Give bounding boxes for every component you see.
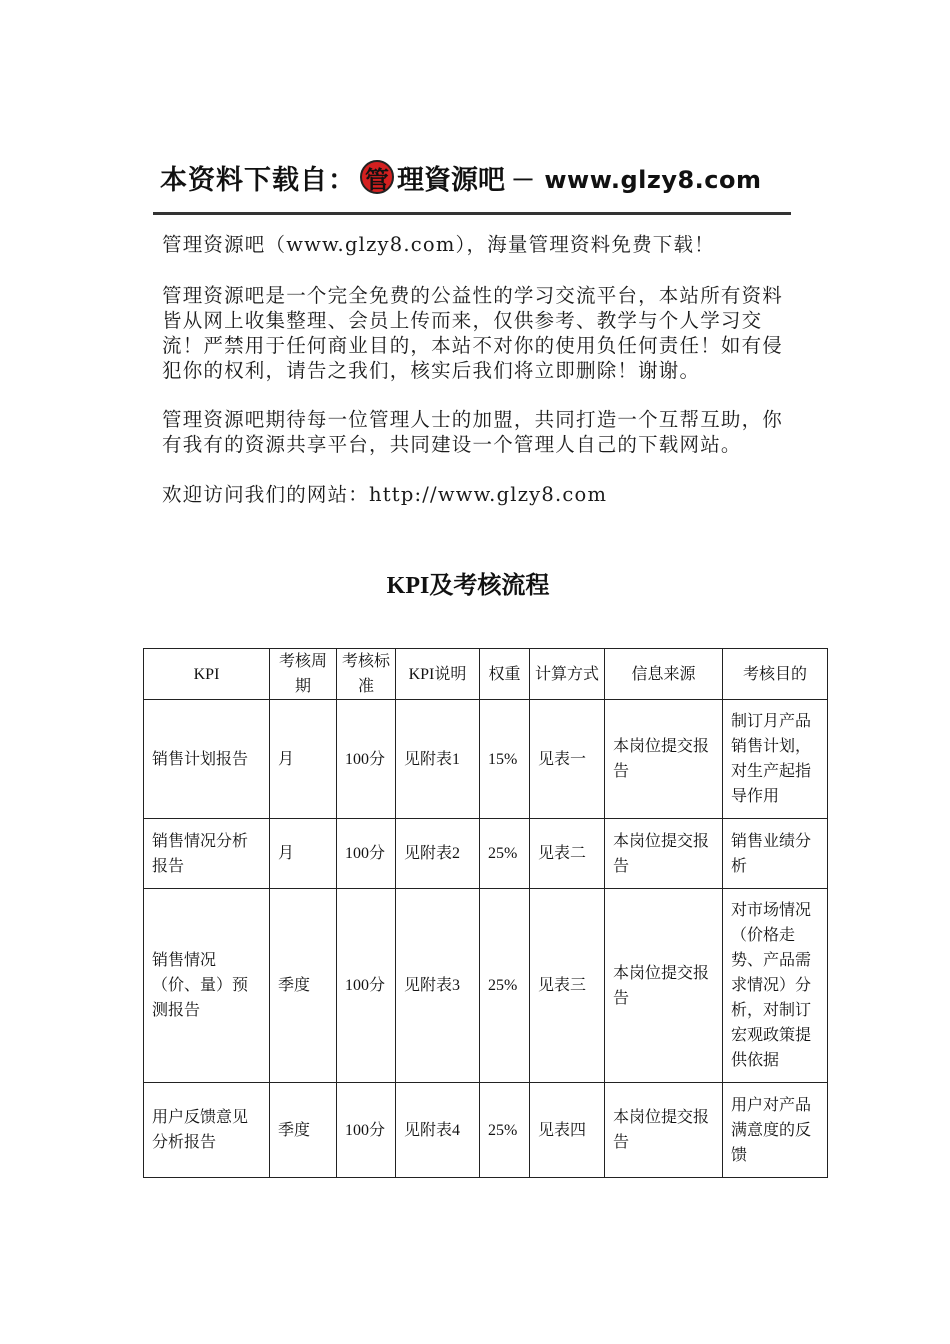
cell-weight: 25%: [480, 1083, 530, 1178]
cell-purpose: 对市场情况（价格走势、产品需求情况）分析，对制订宏观政策提供依据: [723, 889, 828, 1083]
cell-period: 季度: [270, 1083, 337, 1178]
header-kpi: KPI: [144, 649, 270, 700]
cell-source: 本岗位提交报告: [605, 1083, 723, 1178]
banner-divider: [153, 212, 791, 215]
banner-brand: 理資源吧: [397, 164, 505, 196]
cell-calculation: 见表三: [530, 889, 605, 1083]
table-row: [144, 700, 828, 819]
intro-invitation: 管理资源吧期待每一位管理人士的加盟，共同打造一个互帮互助，你有我有的资源共享平台，共同建设一个管理人自己的下载网站。: [162, 408, 784, 456]
header-calculation: 计算方式: [530, 649, 605, 700]
cell-period: 季度: [270, 889, 337, 1083]
intro-line: 管理资源吧（www.glzy8.com），海量管理资料免费下载！: [162, 233, 715, 256]
page-title: KPI及考核流程: [386, 573, 550, 599]
cell-calculation: 见表一: [530, 700, 605, 819]
header-period: 考核周期: [270, 649, 337, 700]
intro-disclaimer: 管理资源吧是一个完全免费的公益性的学习交流平台，本站所有资料皆从网上收集整理、会员上传而来，仅供参考、教学与个人学习交流！严禁用于任何商业目的，本站不对你的使用负任何责任！如有侵犯你的权利，请告之我们，核实后我们将立即删除！谢谢。: [162, 284, 784, 382]
header-purpose: 考核目的: [723, 649, 828, 700]
cell-standard: 100分: [337, 889, 396, 1083]
cell-source: 本岗位提交报告: [605, 889, 723, 1083]
cell-description: 见附表3: [396, 889, 480, 1083]
header-weight: 权重: [480, 649, 530, 700]
banner-lead: 本资料下载自：: [160, 164, 356, 196]
header-source: 信息来源: [605, 649, 723, 700]
cell-calculation: 见表四: [530, 1083, 605, 1178]
table-row: [144, 1083, 828, 1178]
cell-standard: 100分: [337, 1083, 396, 1178]
cell-purpose: 用户对产品满意度的反馈: [723, 1083, 828, 1178]
cell-standard: 100分: [337, 700, 396, 819]
cell-kpi: 用户反馈意见分析报告: [144, 1083, 270, 1178]
cell-period: 月: [270, 819, 337, 889]
cell-kpi: 销售情况分析报告: [144, 819, 270, 889]
header-description: KPI说明: [396, 649, 480, 700]
cell-standard: 100分: [337, 819, 396, 889]
cell-weight: 25%: [480, 819, 530, 889]
table-row: [144, 819, 828, 889]
table-header-row: [144, 649, 828, 700]
header-standard: 考核标准: [337, 649, 396, 700]
cell-purpose: 制订月产品销售计划，对生产起指导作用: [723, 700, 828, 819]
cell-period: 月: [270, 700, 337, 819]
cell-source: 本岗位提交报告: [605, 819, 723, 889]
cell-weight: 15%: [480, 700, 530, 819]
site-logo-icon: 管: [360, 160, 394, 194]
banner-site-url[interactable]: － www.glzy8.com: [511, 165, 762, 194]
cell-description: 见附表2: [396, 819, 480, 889]
intro-website: 欢迎访问我们的网站：http://www.glzy8.com: [162, 483, 608, 506]
cell-description: 见附表1: [396, 700, 480, 819]
download-source-banner: [160, 157, 800, 197]
cell-purpose: 销售业绩分析: [723, 819, 828, 889]
cell-description: 见附表4: [396, 1083, 480, 1178]
cell-kpi: 销售情况（价、量）预测报告: [144, 889, 270, 1083]
cell-source: 本岗位提交报告: [605, 700, 723, 819]
cell-calculation: 见表二: [530, 819, 605, 889]
cell-kpi: 销售计划报告: [144, 700, 270, 819]
kpi-table: [143, 648, 828, 1178]
cell-weight: 25%: [480, 889, 530, 1083]
table-row: [144, 889, 828, 1083]
